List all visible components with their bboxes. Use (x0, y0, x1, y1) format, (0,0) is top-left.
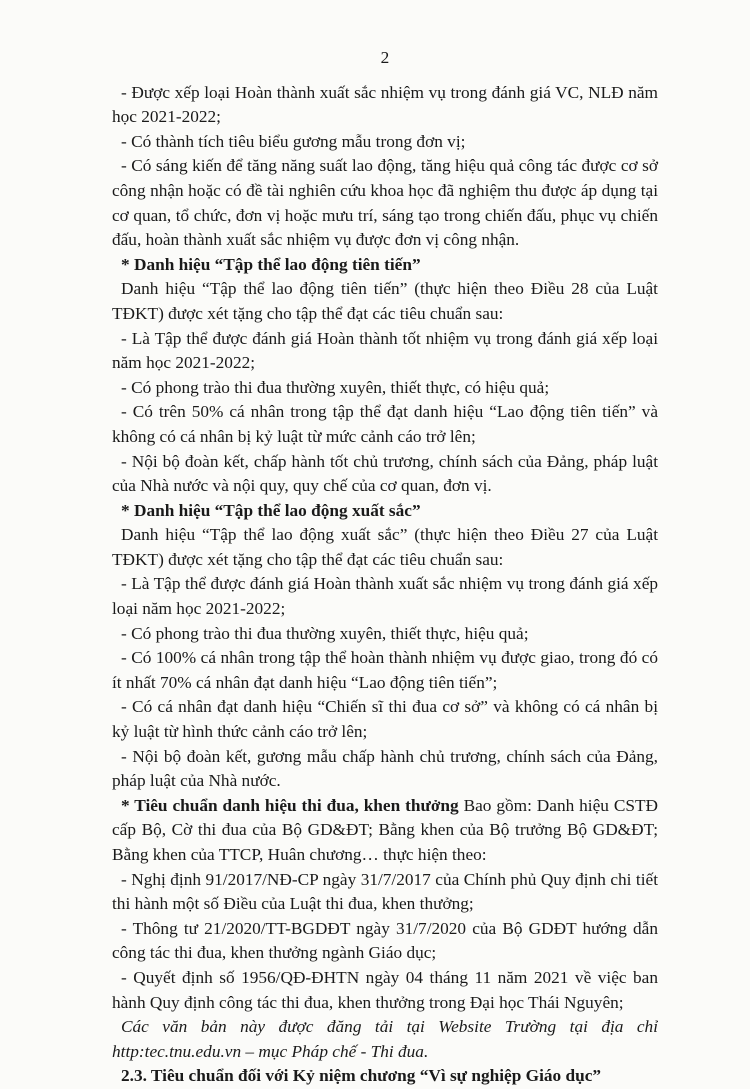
paragraph-7: - Có trên 50% cá nhân trong tập thể đạt danh hiệu “Lao động tiên tiến” và không có cá nhân bị kỷ luật từ mức cảnh cáo trở lên; (112, 402, 658, 446)
criteria-heading: * Tiêu chuẩn danh hiệu thi đua, khen thưởng (121, 795, 459, 815)
page-number: 2 (380, 48, 390, 67)
paragraph-4: Danh hiệu “Tập thể lao động tiên tiến” (thực hiện theo Điều 28 của Luật TĐKT) được xét tặng cho tập thể đạt các tiêu chuẩn sau: (112, 279, 658, 323)
paragraph-6: - Có phong trào thi đua thường xuyên, thiết thực, có hiệu quả; (121, 377, 550, 397)
paragraph-18: - Quyết định số 1956/QĐ-ĐHTN ngày 04 tháng 11 năm 2021 về việc ban hành Quy định công tác thi đua, khen thưởng trong Đại học Thái Nguyên; (112, 967, 658, 1012)
paragraph-9: Danh hiệu “Tập thể lao động xuất sắc” (thực hiện theo Điều 27 của Luật TĐKT) được xét tặng cho tập thể đạt các tiêu chuẩn sau: (112, 525, 658, 569)
paragraph-15 (112, 794, 658, 868)
paragraph-17: - Thông tư 21/2020/TT-BGDĐT ngày 31/7/2020 của Bộ GDĐT hướng dẫn công tác thi đua, khen thưởng ngành Giáo dục; (112, 918, 658, 963)
paragraph-3: - Có sáng kiến để tăng năng suất lao động, tăng hiệu quả công tác được cơ sở công nhận hoặc có đề tài nghiên cứu khoa học đã nghiệm thu được áp dụng tại cơ quan, tổ chức, đơn vị hoặc mưu trí, sáng tạo trong chiến đấu, phục vụ chiến đấu, hoàn thành xuất sắc nhiệm vụ được đơn vị công nhận. (112, 156, 658, 250)
paragraph-1: - Được xếp loại Hoàn thành xuất sắc nhiệm vụ trong đánh giá VC, NLĐ năm học 2021-2022; (112, 82, 658, 127)
paragraph-11: - Có phong trào thi đua thường xuyên, thiết thực, hiệu quả; (121, 623, 529, 643)
paragraph-5: - Là Tập thể được đánh giá Hoàn thành tốt nhiệm vụ trong đánh giá xếp loại năm học 2021-2022; (112, 328, 658, 373)
heading-tap-the-xuat-sac: * Danh hiệu “Tập thể lao động xuất sắc” (121, 500, 421, 520)
heading-tap-the-tien-tien: * Danh hiệu “Tập thể lao động tiên tiến” (121, 254, 421, 274)
paragraph-13: - Có cá nhân đạt danh hiệu “Chiến sĩ thi đua cơ sở” và không có cá nhân bị kỷ luật từ hình thức cảnh cáo trở lên; (112, 697, 658, 742)
section-heading-2-3: 2.3. Tiêu chuẩn đối với Kỷ niệm chương “Vì sự nghiệp Giáo dục” (121, 1066, 602, 1086)
paragraph-14: - Nội bộ đoàn kết, gương mẫu chấp hành chủ trương, chính sách của Đảng, pháp luật của Nhà nước. (112, 746, 658, 791)
paragraph-2: - Có thành tích tiêu biểu gương mẫu trong đơn vị; (121, 131, 466, 151)
paragraph-12: - Có 100% cá nhân trong tập thể hoàn thành nhiệm vụ được giao, trong đó có ít nhất 70% cá nhân đạt danh hiệu “Lao động tiên tiến”; (112, 648, 658, 692)
paragraph-16: - Nghị định 91/2017/NĐ-CP ngày 31/7/2017 của Chính phủ Quy định chi tiết thi hành một số Điều của Luật thi đua, khen thưởng; (112, 869, 658, 914)
paragraph-8: - Nội bộ đoàn kết, chấp hành tốt chủ trương, chính sách của Đảng, pháp luật của Nhà nước và nội quy, quy chế của cơ quan, đơn vị. (112, 451, 658, 496)
paragraph-10: - Là Tập thể được đánh giá Hoàn thành xuất sắc nhiệm vụ trong đánh giá xếp loại năm học 2021-2022; (112, 574, 658, 619)
criteria-text: Bao gồm: Danh hiệu CSTĐ cấp Bộ, Cờ thi đua của Bộ GD&ĐT; Bằng khen của Bộ trưởng Bộ GD&ĐT; Bằng khen của TTCP, Huân chương… thực hiện theo: (112, 795, 658, 864)
paragraph-website-note: Các văn bản này được đăng tải tại Website Trường tại địa chỉ http:tec.tnu.edu.vn – mục Pháp chế - Thi đua. (112, 1017, 658, 1061)
